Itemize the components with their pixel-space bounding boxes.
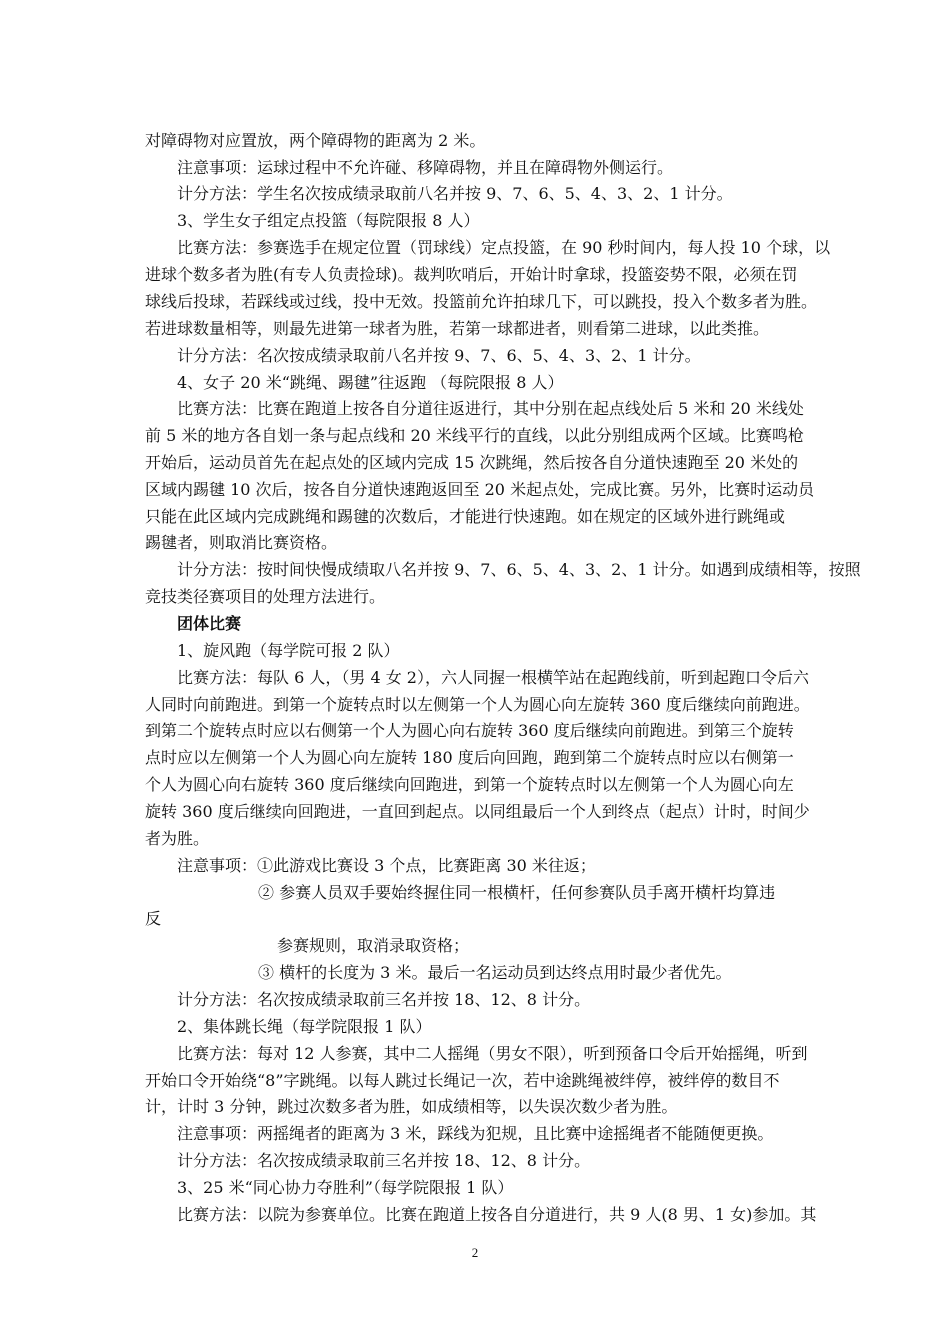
section-heading: 2、集体跳长绳（每学院限报 1 队） bbox=[177, 1017, 432, 1036]
section-heading: 4、女子 20 米“跳绳、踢毽”往返跑 （每院限报 8 人） bbox=[177, 373, 564, 392]
paragraph-line: 比赛方法：比赛在跑道上按各自分道往返进行，其中分别在起点线处后 5 米和 20 米线处 bbox=[177, 399, 804, 418]
paragraph-line: 踢毽者，则取消比赛资格。 bbox=[145, 533, 338, 552]
paragraph-line: 比赛方法：每队 6 人，（男 4 女 2），六人同握一根横竿站在起跑线前，听到起跑口令后六 bbox=[177, 668, 809, 687]
paragraph-line: 进球个数多者为胜(有专人负责捡球)。裁判吹哨后，开始计时拿球，投篮姿势不限，必须在罚 bbox=[145, 265, 798, 284]
section-heading: 3、学生女子组定点投篮（每院限报 8 人） bbox=[177, 211, 480, 230]
paragraph-line: 比赛方法：参赛选手在规定位置（罚球线）定点投篮，在 90 秒时间内，每人投 10 个球，以 bbox=[177, 238, 831, 257]
paragraph-line: 开始后，运动员首先在起点处的区域内完成 15 次跳绳，然后按各自分道快速跑至 20 米处的 bbox=[145, 453, 799, 472]
page-number: 2 bbox=[471, 1245, 479, 1260]
paragraph-line: 者为胜。 bbox=[145, 829, 210, 848]
paragraph-line: 注意事项：两摇绳者的距离为 3 米，踩线为犯规，且比赛中途摇绳者不能随便更换。 bbox=[177, 1124, 774, 1143]
paragraph-line: ② 参赛人员双手要始终握住同一根横杆，任何参赛队员手离开横杆均算违 bbox=[258, 883, 776, 902]
paragraph-line: 人同时向前跑进。到第一个旋转点时以左侧第一个人为圆心向左旋转 360 度后继续向前跑进。 bbox=[145, 695, 810, 714]
paragraph-line: 开始口令开始绕“8”字跳绳。以每人跳过长绳记一次，若中途跳绳被绊停，被绊停的数目不 bbox=[145, 1071, 780, 1090]
paragraph-line: ③ 横杆的长度为 3 米。最后一名运动员到达终点用时最少者优先。 bbox=[258, 963, 732, 982]
section-heading: 3、25 米“同心协力夺胜利”（每学院限报 1 队） bbox=[177, 1178, 514, 1197]
paragraph-line: 比赛方法：每对 12 人参赛，其中二人摇绳（男女不限），听到预备口令后开始摇绳，听到 bbox=[177, 1044, 808, 1063]
paragraph-line: 只能在此区域内完成跳绳和踢毽的次数后，才能进行快速跑。如在规定的区域外进行跳绳或 bbox=[145, 507, 786, 526]
paragraph-line: 对障碍物对应置放，两个障碍物的距离为 2 米。 bbox=[145, 131, 486, 150]
paragraph-line: 注意事项：①此游戏比赛设 3 个点，比赛距离 30 米往返； bbox=[177, 856, 596, 875]
paragraph-line: 前 5 米的地方各自划一条与起点线和 20 米线平行的直线，以此分别组成两个区域。比赛鸣枪 bbox=[145, 426, 804, 445]
section-heading: 1、旋风跑（每学院可报 2 队） bbox=[177, 641, 400, 660]
paragraph-line: 计分方法：按时间快慢成绩取八名并按 9、7、6、5、4、3、2、1 计分。如遇到成绩相等，按照 bbox=[177, 560, 861, 579]
paragraph-line: 计，计时 3 分钟，跳过次数多者为胜，如成绩相等，以失误次数少者为胜。 bbox=[145, 1097, 678, 1116]
paragraph-line: 比赛方法：以院为参赛单位。比赛在跑道上按各自分道进行，共 9 人(8 男、1 女)参加。其 bbox=[177, 1205, 817, 1224]
paragraph-line: 参赛规则，取消录取资格； bbox=[277, 936, 470, 955]
paragraph-line: 计分方法：名次按成绩录取前三名并按 18、12、8 计分。 bbox=[177, 1151, 591, 1170]
paragraph-line: 计分方法：名次按成绩录取前八名并按 9、7、6、5、4、3、2、1 计分。 bbox=[177, 346, 701, 365]
paragraph-line: 区域内踢毽 10 次后，按各自分道快速跑返回至 20 米起点处，完成比赛。另外，比赛时运动员 bbox=[145, 480, 815, 499]
paragraph-line: 计分方法：学生名次按成绩录取前八名并按 9、7、6、5、4、3、2、1 计分。 bbox=[177, 184, 733, 203]
paragraph-line: 点时应以左侧第一个人为圆心向左旋转 180 度后向回跑，跑到第二个旋转点时应以右侧第一 bbox=[145, 748, 794, 767]
paragraph-line: 反 bbox=[145, 909, 162, 928]
paragraph-line: 竞技类径赛项目的处理方法进行。 bbox=[145, 587, 386, 606]
paragraph-line: 旋转 360 度后继续向回跑进，一直回到起点。以同组最后一个人到终点（起点）计时，时间少 bbox=[145, 802, 810, 821]
paragraph-line: 个人为圆心向右旋转 360 度后继续向回跑进，到第一个旋转点时以左侧第一个人为圆心向左 bbox=[145, 775, 794, 794]
paragraph-line: 球线后投球，若踩线或过线，投中无效。投篮前允许拍球几下，可以跳投，投入个数多者为胜。 bbox=[145, 292, 818, 311]
paragraph-line: 计分方法：名次按成绩录取前三名并按 18、12、8 计分。 bbox=[177, 990, 591, 1009]
paragraph-line: 到第二个旋转点时应以右侧第一个人为圆心向右旋转 360 度后继续向前跑进。到第三个旋转 bbox=[145, 721, 794, 740]
paragraph-line: 若进球数量相等，则最先进第一球者为胜，若第一球都进者，则看第二进球，以此类推。 bbox=[145, 319, 770, 338]
paragraph-line: 注意事项：运球过程中不允许碰、移障碍物，并且在障碍物外侧运行。 bbox=[177, 158, 674, 177]
section-title: 团体比赛 bbox=[177, 614, 242, 633]
